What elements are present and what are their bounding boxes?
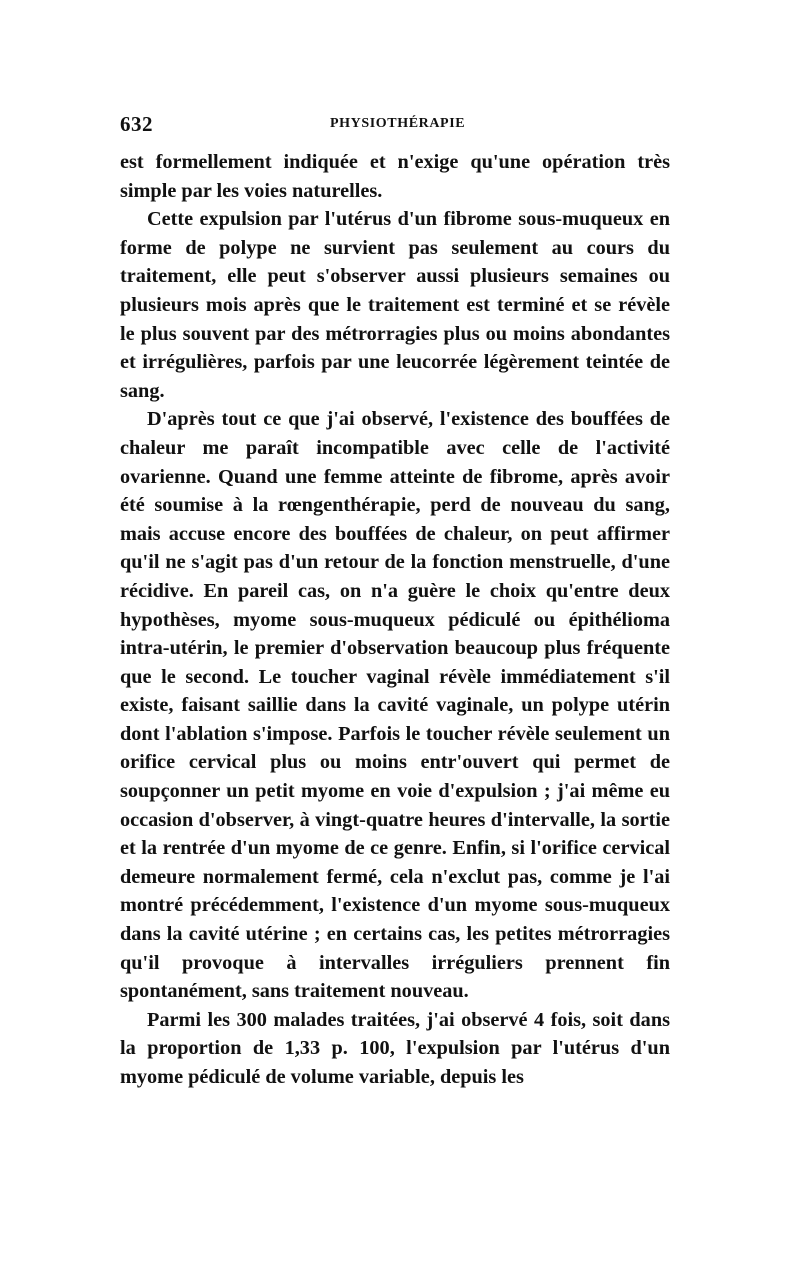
paragraph-bouffees: D'après tout ce que j'ai observé, l'existence des bouffées de chaleur me paraît incompatible avec celle de l'activité ovarienne. Quand une femme atteinte de fibrome, après avoir été soumise à la rœngenthérapie, perd de nouveau du sang, mais accuse encore des bouffées de chaleur, on peut affirmer qu'il ne s'agit pas d'un retour de la fonction menstruelle, d'une récidive. En pareil cas, on n'a guère le choix qu'entre deux hypothèses, myome sous-muqueux pédiculé ou épithélioma intra-utérin, le premier d'observation beaucoup plus fréquente que le second. Le toucher vaginal révèle immédiatement s'il existe, faisant saillie dans la cavité vaginale, un polype utérin dont l'ablation s'impose. Parfois le toucher révèle seulement un orifice cervical plus ou moins entr'ouvert qui permet de soupçonner un petit myome en voie d'expulsion ; j'ai même eu occasion d'observer, à vingt-quatre heures d'intervalle, la sortie et la rentrée d'un myome de ce genre. Enfin, si l'orifice cervical demeure normalement fermé, cela n'exclut pas, comme je l'ai montré précédemment, l'existence d'un myome sous-muqueux dans la cavité utérine ; en certains cas, les petites métrorragies qu'il provoque à intervalles irréguliers prennent fin spontanément, sans traitement nouveau. — [120, 408, 670, 1003]
paragraph-continuation: est formellement indiquée et n'exige qu'une opération très simple par les voies naturelles. — [120, 151, 670, 202]
running-title: PHYSIOTHÉRAPIE — [330, 116, 466, 131]
page-number: 632 — [120, 112, 153, 136]
body-text — [120, 148, 670, 1092]
paragraph-expulsion: Cette expulsion par l'utérus d'un fibrome sous-muqueux en forme de polype ne survient pas seulement au cours du traitement, elle peut s'observer aussi plusieurs semaines ou plusieurs mois après que le traitement est terminé et se révèle le plus souvent par des métrorragies plus ou moins abondantes et irrégulières, parfois par une leucorrée légèrement teintée de sang. — [120, 208, 670, 402]
book-page — [120, 112, 670, 1092]
paragraph-statistics: Parmi les 300 malades traitées, j'ai observé 4 fois, soit dans la proportion de 1,33 p. 100, l'expulsion par l'utérus d'un myome pédiculé de volume variable, depuis les — [120, 1008, 670, 1088]
page-header — [120, 112, 670, 142]
